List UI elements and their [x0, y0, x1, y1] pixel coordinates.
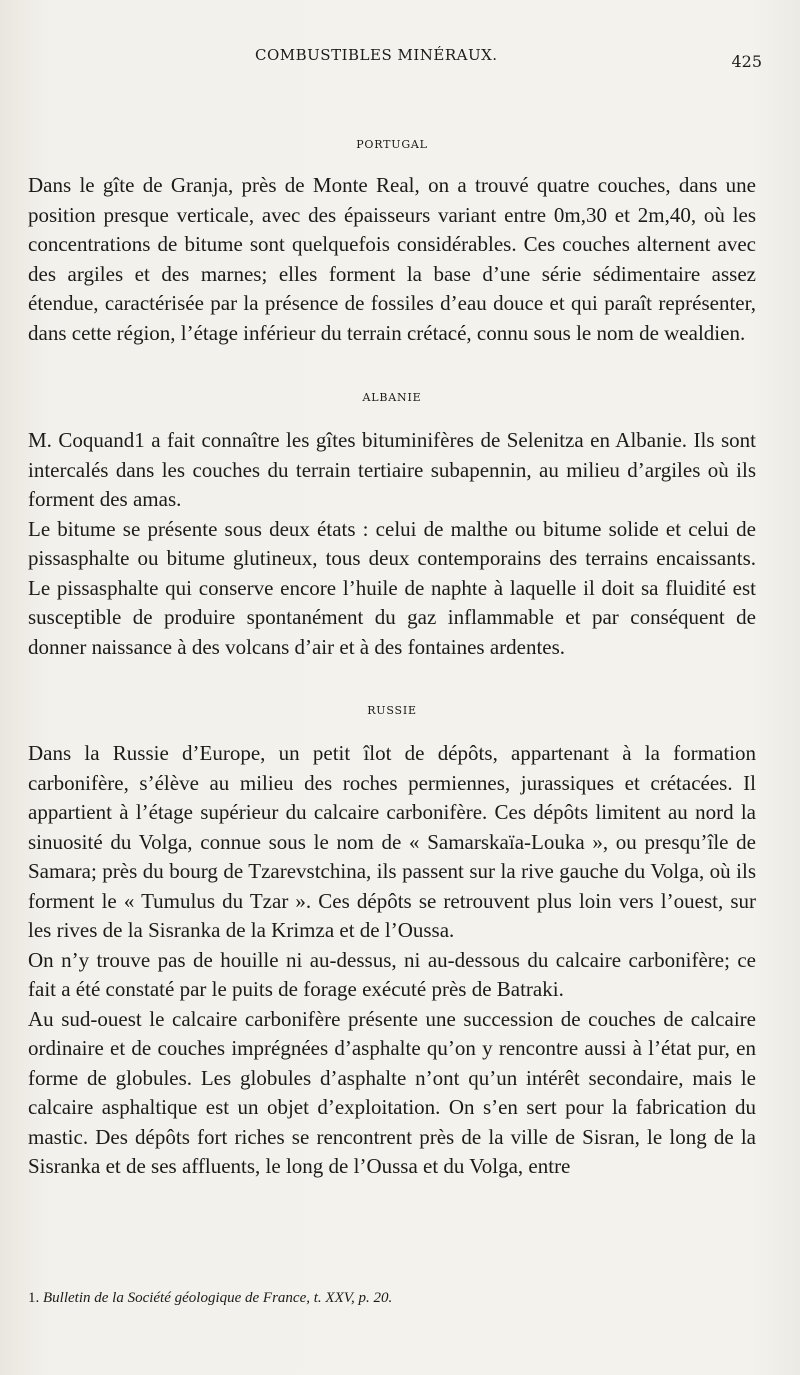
paragraph-albanie-1: M. Coquand1 a fait connaître les gîtes bituminifères de Selenitza en Albanie. Ils sont intercalés dans les couches du terrain tertiaire subapennin, au milieu d’argiles où ils forment des amas. — [28, 428, 756, 511]
paragraph-portugal: Dans le gîte de Granja, près de Monte Real, on a trouvé quatre couches, dans une position presque verticale, avec des épaisseurs variant entre 0m,30 et 2m,40, où les concentrations de bitume sont quelquefois considérables. Ces couches alternent avec des argiles et des marnes; elles forment la base d’une série sédimentaire assez étendue, caractérisée par la présence de fossiles d’eau douce et qui paraît représenter, dans cette région, l’étage inférieur du terrain crétacé, connu sous le nom de wealdien. — [28, 173, 756, 345]
footnote — [28, 1290, 392, 1307]
paragraph-russie-1: Dans la Russie d’Europe, un petit îlot de dépôts, appartenant à la formation carbonifère, s’élève au milieu des roches permiennes, jurassiques et crétacées. Il appartient à l’étage supérieur du calcaire carbonifère. Ces dépôts limitent au nord la sinuosité du Volga, connue sous le nom de « Samarskaïa-Louka », ou presqu’île de Samara; près du bourg de Tzarevstchina, ils passent sur la rive gauche du Volga, où ils forment le « Tumulus du Tzar ». Ces dépôts se retrouvent plus loin vers l’ouest, sur les rives de la Sisranka de la Krimza et de l’Oussa. — [28, 741, 756, 942]
section-heading-albanie: ALBANIE — [362, 391, 422, 404]
running-head — [0, 46, 800, 70]
section-heading-portugal: PORTUGAL — [356, 138, 428, 151]
footnote-number: 1. — [28, 1290, 40, 1306]
main-text — [28, 138, 756, 1182]
page-number: 425 — [731, 52, 762, 71]
paragraph-albanie-2: Le bitume se présente sous deux états : celui de malthe ou bitume solide et celui de pissasphalte ou bitume glutineux, tous deux contemporains des terrains encaissants. Le pissasphalte qui conserve encore l’huile de naphte à laquelle il doit sa fluidité est susceptible de produire spontanément du gaz inflammable et par conséquent de donner naissance à des volcans d’air et à des fontaines ardentes. — [28, 516, 756, 659]
running-title: COMBUSTIBLES MINÉRAUX. — [255, 46, 498, 64]
paragraph-russie-2: On n’y trouve pas de houille ni au-dessus, ni au-dessous du calcaire carbonifère; ce fait a été constaté par le puits de forage exécuté près de Batraki. — [28, 947, 756, 1001]
paragraph-russie-3: Au sud-ouest le calcaire carbonifère présente une succession de couches de calcaire ordinaire et de couches imprégnées d’asphalte qu’on y rencontre aussi à l’état pur, en forme de globules. Les globules d’asphalte n’ont qu’un intérêt secondaire, mais le calcaire asphaltique est un objet d’exploitation. On s’en sert pour la fabrication du mastic. Des dépôts fort riches se rencontrent près de la ville de Sisran, le long de la Sisranka et de ses affluents, le long de l’Oussa et du Volga, entre — [28, 1006, 756, 1178]
section-heading-russie: RUSSIE — [367, 704, 417, 717]
footnote-text: Bulletin de la Société géologique de France, t. XXV, p. 20. — [43, 1290, 393, 1306]
